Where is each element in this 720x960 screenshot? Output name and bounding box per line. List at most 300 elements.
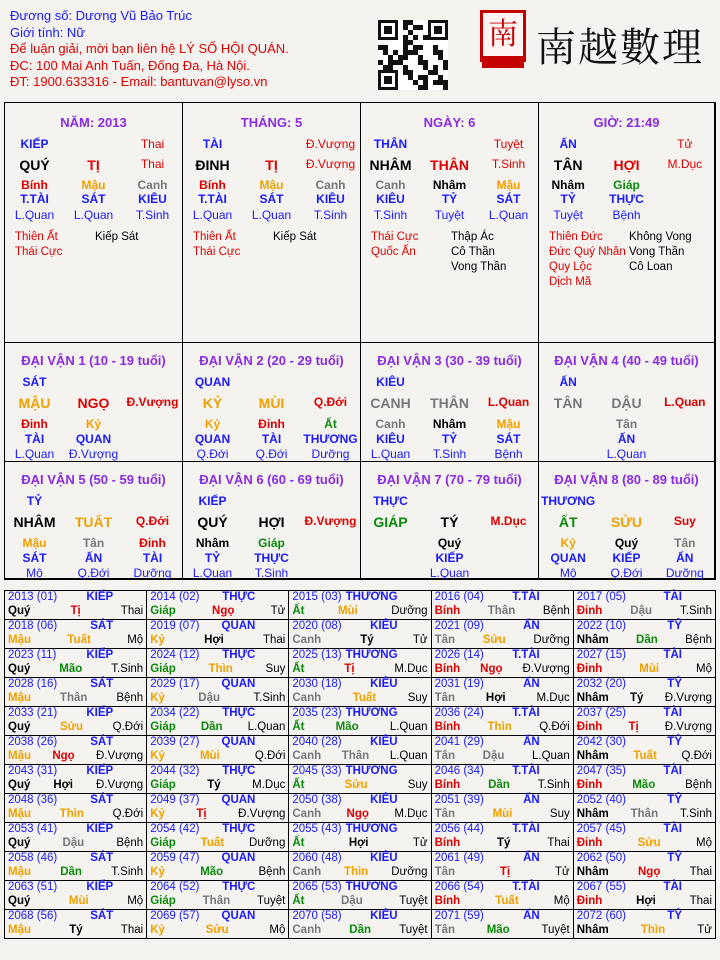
daivan-title: ĐẠI VẬN 6 (60 - 69 tuổi) — [199, 472, 344, 487]
year-line2 — [8, 633, 143, 647]
year-cell — [573, 765, 715, 794]
year-stem: Giáp — [150, 721, 176, 733]
year-stage: Tuyệt — [399, 895, 428, 907]
gender: Giới tính: Nữ — [10, 24, 86, 40]
year-stage: L.Quan — [247, 721, 286, 733]
year-branch: Tý — [497, 837, 511, 849]
daivan-main — [361, 514, 538, 530]
year-line2 — [577, 865, 712, 879]
year-label: 2058 (46) — [8, 852, 58, 864]
daivan-hidden — [361, 417, 538, 431]
year-cell — [5, 852, 147, 881]
year-cell — [147, 649, 289, 678]
star: Dịch Mã — [549, 276, 592, 288]
year-line1 — [435, 707, 570, 720]
year-line1 — [435, 678, 570, 691]
year-line1 — [577, 823, 712, 836]
year-god: QUAN — [221, 620, 256, 632]
blank — [420, 375, 479, 389]
year-cell — [431, 852, 573, 881]
pillar-stages-cell: T.Sinh — [135, 208, 170, 222]
year-branch: Mão — [486, 924, 510, 936]
phone-email-line: ĐT: 1900.633316 - Email: bantuvan@lyso.vn — [10, 74, 268, 89]
year-line1 — [150, 910, 285, 923]
year-stem: Kỷ — [150, 808, 165, 820]
year-branch: Tuất — [352, 692, 377, 704]
year-label: 2022 (10) — [576, 620, 626, 632]
daivan-hidden-cell: Tân — [82, 536, 105, 550]
year-line1 — [435, 910, 570, 923]
year-branch: Thân — [202, 895, 231, 907]
year-stem: Canh — [292, 692, 322, 704]
daivan-stages-cell: Dưỡng — [133, 566, 172, 580]
year-cell — [5, 881, 147, 910]
year-line1 — [292, 765, 427, 778]
year-line1 — [150, 881, 285, 894]
year-stage: Thai — [120, 924, 144, 936]
year-line2 — [8, 691, 143, 705]
pillar-gods-cell: KIÊU — [138, 192, 167, 206]
year-stage: Q.Đới — [681, 750, 712, 762]
daivan-top — [5, 494, 182, 508]
year-stem: Đinh — [576, 837, 603, 849]
year-stem: Nhâm — [576, 924, 609, 936]
year-branch: Mùi — [337, 605, 358, 617]
pillar-title: THÁNG: 5 — [240, 115, 303, 130]
year-branch: Dậu — [62, 837, 85, 849]
year-branch: Ngọ — [480, 663, 503, 675]
daivan-hidden-cell: Kỷ — [85, 417, 102, 431]
year-stage: L.Quan — [532, 750, 570, 762]
daivan-stages — [183, 447, 360, 461]
year-row — [5, 910, 716, 939]
year-stage: Dưỡng — [391, 605, 428, 617]
daivan-gods-cell — [301, 551, 360, 565]
year-line2 — [8, 807, 143, 821]
year-line1 — [8, 881, 143, 894]
star: Vong Thần — [451, 261, 507, 273]
year-god: TỶ — [667, 910, 682, 922]
pillar-gods-cell: THỰC — [609, 192, 644, 206]
daivan-main-cell: THÂN — [430, 395, 469, 411]
year-label: 2060 (48) — [292, 852, 342, 864]
year-row — [5, 823, 716, 852]
year-row — [5, 765, 716, 794]
year-branch: Hợi — [485, 692, 506, 704]
year-line2 — [150, 836, 285, 850]
year-god: THƯƠNG — [345, 823, 398, 835]
year-stage: Mộ — [127, 895, 144, 907]
year-line2 — [577, 923, 712, 937]
pillar-gods — [5, 192, 182, 206]
year-stage: Thai — [262, 634, 286, 646]
daivan-main-cell: QUÝ — [197, 514, 228, 530]
year-god: ẤN — [523, 736, 540, 748]
year-label: 2055 (43) — [292, 823, 342, 835]
daivan-gods-cell: KIẾP — [612, 551, 641, 565]
pillar-main — [5, 157, 182, 173]
daivan-gods-cell: ẤN — [676, 551, 694, 565]
pillar-cell — [183, 103, 361, 343]
year-stage: Suy — [407, 692, 428, 704]
year-cell — [5, 620, 147, 649]
pillar-stem-god-cell: THÂN — [373, 137, 408, 151]
year-stem: Kỷ — [150, 866, 165, 878]
year-god: ẤN — [523, 910, 540, 922]
pillar-stages-cell: Tuyệt — [553, 208, 583, 222]
star: Thái Cực — [371, 231, 419, 243]
pillar-stem-god-cell: Tử — [677, 137, 693, 151]
year-label: 2038 (26) — [8, 736, 58, 748]
daivan-hidden-cell: Đinh — [21, 417, 48, 431]
year-god: KIÊU — [370, 620, 398, 632]
year-label: 2026 (14) — [434, 649, 484, 661]
year-cell — [573, 852, 715, 881]
daivan-hidden-cell: Kỷ — [560, 536, 576, 550]
blank — [597, 494, 655, 508]
year-cell — [431, 765, 573, 794]
year-line1 — [292, 794, 427, 807]
year-branch: Tuất — [200, 837, 225, 849]
year-god: SÁT — [90, 620, 114, 632]
year-line2 — [292, 778, 427, 792]
year-branch: Mão — [335, 721, 359, 733]
daivan-main-cell: SỬU — [610, 514, 643, 530]
year-cell — [5, 678, 147, 707]
year-label: 2045 (33) — [292, 765, 342, 777]
pillar-gods — [539, 192, 714, 206]
year-cell — [573, 649, 715, 678]
year-line1 — [150, 823, 285, 836]
pillar-hidden-cell: Mậu — [81, 178, 106, 192]
daivan-gods-cell: ẤN — [84, 551, 103, 565]
year-stem: Bính — [434, 721, 461, 733]
year-line1 — [150, 678, 285, 691]
year-stem: Nhâm — [576, 808, 609, 820]
year-stage: Bệnh — [116, 837, 144, 849]
year-line1 — [8, 649, 143, 662]
header — [10, 8, 289, 91]
daivan-hidden — [183, 417, 360, 431]
year-branch: Hợi — [636, 895, 656, 907]
year-stage: T.Sinh — [537, 779, 570, 791]
brand-logo: 南越數理 — [536, 25, 704, 71]
daivan-main — [539, 395, 714, 411]
pillar-title: NĂM: 2013 — [60, 115, 127, 130]
blank — [479, 494, 538, 508]
pillar-stem-god-cell: Thai — [140, 137, 165, 151]
year-god: T.TÀI — [512, 649, 540, 661]
pillar-stages — [539, 208, 714, 222]
stars-right — [95, 230, 138, 245]
annual-luck-table — [4, 590, 716, 939]
year-label: 2027 (15) — [576, 649, 626, 661]
daivan-cell — [361, 462, 539, 579]
daivan-top — [5, 375, 182, 389]
pillar-stem-god-cell: Đ.Vượng — [305, 137, 356, 151]
year-god: TÀI — [663, 649, 682, 661]
year-row — [5, 649, 716, 678]
year-label: 2071 (59) — [434, 910, 484, 922]
year-stem: Bính — [434, 895, 461, 907]
year-stem: Ất — [292, 895, 305, 907]
year-cell — [289, 591, 431, 620]
year-row — [5, 736, 716, 765]
daivan-title: ĐẠI VẬN 4 (40 - 49 tuổi) — [554, 353, 699, 368]
pillar-hidden-cell: Nhâm — [432, 178, 467, 192]
year-cell — [5, 591, 147, 620]
daivan-gods-cell: TÀI — [24, 432, 45, 446]
daivan-hidden — [361, 536, 538, 550]
daivan-gods-cell — [656, 432, 714, 446]
pillar-title: GIỜ: 21:49 — [593, 115, 660, 130]
year-label: 2025 (13) — [292, 649, 342, 661]
year-stem: Đinh — [576, 663, 603, 675]
year-branch: Thân — [487, 605, 516, 617]
year-god: THƯƠNG — [345, 707, 398, 719]
year-branch: Ngọ — [346, 808, 369, 820]
year-label: 2019 (07) — [150, 620, 200, 632]
daivan-hidden-cell: Đinh — [258, 417, 285, 431]
year-stem: Quý — [8, 779, 31, 791]
year-line2 — [8, 923, 143, 937]
year-line1 — [292, 678, 427, 691]
year-label: 2035 (23) — [292, 707, 342, 719]
year-line1 — [435, 591, 570, 604]
daivan-gods-cell: QUAN — [550, 551, 586, 565]
year-line1 — [577, 881, 712, 894]
pillar-hidden-cell: Mậu — [496, 178, 521, 192]
year-stem: Nhâm — [576, 692, 609, 704]
year-branch: Tý — [207, 779, 221, 791]
year-stage: Tử — [412, 837, 428, 849]
year-god: TỶ — [667, 852, 682, 864]
year-label: 2043 (31) — [8, 765, 58, 777]
year-stage: Suy — [549, 808, 570, 820]
pillar-gods-cell: T.TÀI — [198, 192, 227, 206]
star: Cô Thần — [451, 246, 495, 258]
daivan-hidden-cell: Mậu — [22, 536, 47, 550]
daivan-hidden-cell — [301, 536, 360, 550]
pillar-hidden-cell: Mậu — [259, 178, 284, 192]
year-stem: Canh — [292, 634, 322, 646]
blank — [64, 494, 123, 508]
year-line1 — [435, 736, 570, 749]
stars-right — [273, 230, 316, 245]
year-god: T.TÀI — [512, 881, 540, 893]
year-god: KIÊU — [370, 910, 398, 922]
daivan-hidden-cell: Kỷ — [204, 417, 221, 431]
pillar-stem-god-cell — [64, 137, 123, 151]
year-stem: Tân — [434, 692, 456, 704]
year-stage: Dưỡng — [249, 837, 286, 849]
year-god: SÁT — [90, 794, 114, 806]
year-cell — [431, 707, 573, 736]
year-god: TÀI — [663, 591, 682, 603]
year-stage: M.Dục — [394, 808, 428, 820]
blank — [656, 375, 714, 389]
pillar-gods — [361, 192, 538, 206]
year-cell — [431, 620, 573, 649]
year-stem: Quý — [8, 837, 31, 849]
daivan-stages-cell: L.Quan — [370, 447, 411, 461]
daivan-main-cell: MÙI — [258, 395, 285, 411]
year-branch: Thìn — [640, 924, 666, 936]
daivan-stages-cell: Mộ — [559, 566, 577, 580]
year-stage: T.Sinh — [253, 692, 286, 704]
year-line2 — [577, 604, 712, 618]
year-stem: Tân — [434, 866, 456, 878]
year-line2 — [8, 749, 143, 763]
year-branch: Tuất — [495, 895, 519, 907]
year-branch: Ngọ — [212, 605, 235, 617]
pillar-cell — [5, 103, 183, 343]
daivan-top — [361, 494, 538, 508]
year-stage: Tử — [555, 866, 570, 878]
year-branch: Sửu — [637, 837, 661, 849]
year-label: 2021 (09) — [434, 620, 484, 632]
year-branch: Sửu — [59, 721, 84, 733]
year-stem: Tân — [434, 808, 456, 820]
year-stem: Mậu — [8, 750, 31, 762]
year-line2 — [435, 778, 570, 792]
year-stage: Tử — [412, 634, 428, 646]
year-stage: Tuyệt — [399, 924, 428, 936]
daivan-top-god: THƯƠNG — [541, 494, 596, 508]
year-god: QUAN — [221, 678, 256, 690]
pillar-main-cell: Đ.Vượng — [305, 157, 356, 171]
year-stem: Tân — [434, 750, 456, 762]
year-cell — [147, 707, 289, 736]
year-stem: Bính — [434, 779, 461, 791]
daivan-top — [539, 375, 714, 389]
year-cell — [5, 794, 147, 823]
daivan-hidden-cell: Tân — [674, 536, 696, 550]
year-cell — [289, 707, 431, 736]
daivan-gods-cell — [123, 432, 182, 446]
year-god: TÀI — [663, 707, 682, 719]
year-god: QUAN — [221, 794, 256, 806]
year-label: 2015 (03) — [292, 591, 342, 603]
pillar-main-cell: TỊ — [87, 157, 100, 173]
year-god: KIẾP — [86, 591, 114, 603]
year-cell — [147, 678, 289, 707]
pillar-gods-cell: KIÊU — [316, 192, 345, 206]
daivan-stages-cell: Q.Đới — [77, 566, 110, 580]
year-god: THƯƠNG — [345, 649, 398, 661]
star: Thập Ác — [451, 231, 494, 243]
year-cell — [289, 794, 431, 823]
year-line2 — [435, 720, 570, 734]
year-stage: Đ.Vượng — [238, 808, 286, 820]
pillar-stages-cell: L.Quan — [488, 208, 529, 222]
year-line2 — [8, 720, 143, 734]
pillar-hidden — [5, 178, 182, 192]
year-cell — [289, 765, 431, 794]
pillar-stages-cell: L.Quan — [73, 208, 114, 222]
year-god: TỶ — [667, 620, 682, 632]
year-line2 — [577, 691, 712, 705]
year-stem: Mậu — [8, 866, 31, 878]
year-god: TỶ — [667, 794, 682, 806]
qr-code-icon — [378, 20, 448, 90]
year-stage: M.Dục — [536, 692, 570, 704]
year-cell — [573, 823, 715, 852]
year-stage: T.Sinh — [680, 808, 712, 820]
year-stage: M.Dục — [394, 663, 428, 675]
star: Kiếp Sát — [273, 231, 317, 243]
year-line2 — [577, 662, 712, 676]
daivan-cell — [539, 343, 715, 462]
daivan-main-cell: KỶ — [202, 395, 223, 411]
year-stem: Mậu — [8, 808, 31, 820]
year-branch: Dậu — [341, 895, 363, 907]
daivan-gods-cell — [479, 551, 538, 565]
year-line2 — [435, 749, 570, 763]
year-line2 — [435, 836, 570, 850]
year-label: 2044 (32) — [150, 765, 200, 777]
year-stage: T.Sinh — [680, 605, 712, 617]
pillar-hidden — [361, 178, 538, 192]
daivan-gods-cell: QUAN — [75, 432, 112, 446]
daivan-stages-cell: Q.Đới — [255, 447, 288, 461]
daivan-main-cell: DẬU — [611, 395, 642, 411]
year-branch: Tuất — [67, 634, 91, 646]
blank — [479, 375, 538, 389]
year-branch: Mùi — [492, 808, 513, 820]
year-branch: Tị — [70, 605, 81, 617]
daivan-cell — [183, 343, 361, 462]
year-branch: Mùi — [639, 663, 660, 675]
year-stage: Mộ — [127, 634, 144, 646]
year-cell — [289, 649, 431, 678]
year-god: T.TÀI — [512, 765, 540, 777]
year-line2 — [8, 662, 143, 676]
year-label: 2053 (41) — [8, 823, 58, 835]
pillar-hidden-cell: Canh — [315, 178, 346, 192]
year-stem: Tân — [434, 634, 456, 646]
pillar-stages-cell — [656, 208, 714, 222]
daivan-hidden-cell: Canh — [375, 417, 406, 431]
address-line: ĐC: 100 Mai Anh Tuấn, Đống Đa, Hà Nội. — [10, 57, 250, 73]
year-line2 — [577, 720, 712, 734]
year-label: 2031 (19) — [434, 678, 484, 690]
year-god: THỰC — [222, 649, 256, 661]
pillar-gods-cell: T.TÀI — [20, 192, 49, 206]
year-line1 — [435, 852, 570, 865]
year-branch: Dậu — [198, 692, 221, 704]
pillar-stem-god-cell: KIẾP — [20, 137, 49, 151]
daivan-title: ĐẠI VẬN 7 (70 - 79 tuổi) — [377, 472, 522, 487]
year-row — [5, 881, 716, 910]
year-line2 — [577, 807, 712, 821]
daivan-stages-cell — [656, 447, 714, 461]
year-line1 — [577, 649, 712, 662]
year-label: 2030 (18) — [292, 678, 342, 690]
year-branch: Thân — [341, 750, 370, 762]
pillar-cell — [361, 103, 539, 343]
seal-stamp-icon — [482, 56, 524, 68]
daivan-hidden-cell: Nhâm — [195, 536, 230, 550]
year-stem: Giáp — [150, 605, 176, 617]
year-god: KIÊU — [370, 852, 398, 864]
pillar-stages-cell: L.Quan — [251, 208, 292, 222]
year-line1 — [292, 881, 427, 894]
year-line2 — [8, 778, 143, 792]
blank — [301, 375, 360, 389]
year-line1 — [150, 852, 285, 865]
year-line1 — [8, 765, 143, 778]
